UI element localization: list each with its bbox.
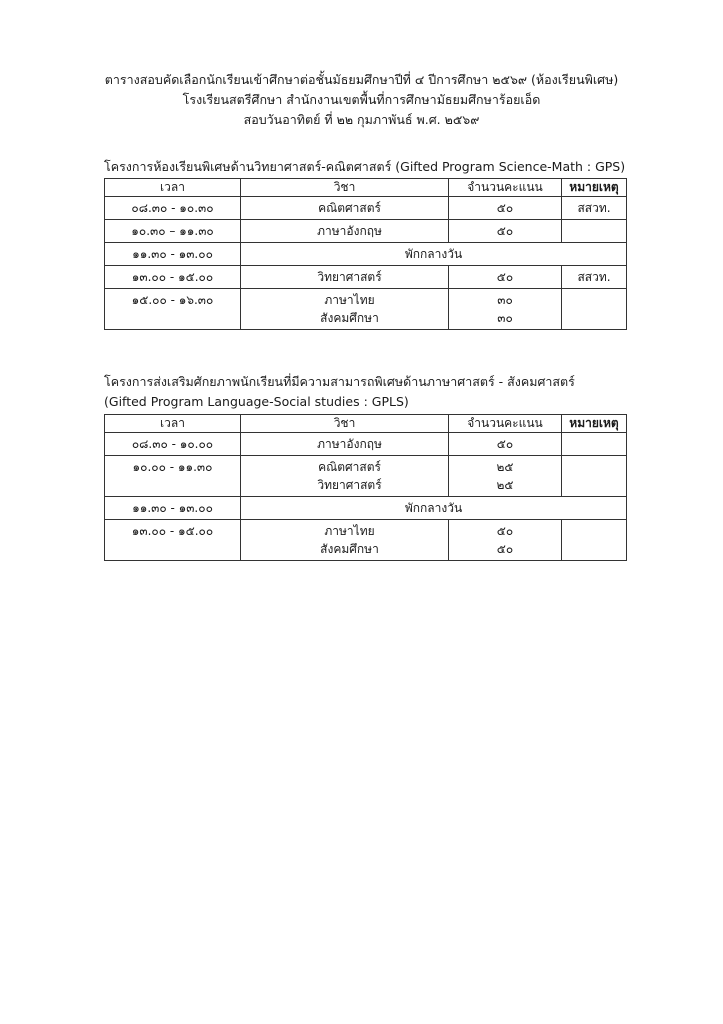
cell-subject <box>241 289 449 330</box>
cell-lunch-break: พักกลางวัน <box>241 243 627 266</box>
subject-name: สังคมศึกษา <box>320 311 379 325</box>
cell-time: ๐๘.๓๐ - ๑๐.๐๐ <box>105 433 241 456</box>
cell-score <box>449 456 562 497</box>
column-header-remark: หมายเหตุ <box>562 415 627 433</box>
cell-time: ๑๕.๐๐ - ๑๖.๓๐ <box>105 289 241 330</box>
subject-name: ภาษาไทย <box>324 293 375 307</box>
table-header-row <box>105 415 627 433</box>
header-title: ตารางสอบคัดเลือกนักเรียนเข้าศึกษาต่อชั้นมัธยมศึกษาปีที่ ๔ ปีการศึกษา ๒๕๖๙ (ห้องเรียนพิเศษ) <box>104 72 619 87</box>
score-value: ๕๐ <box>496 224 514 238</box>
cell-time: ๑๑.๓๐ - ๑๓.๐๐ <box>105 243 241 266</box>
cell-subject <box>241 197 449 220</box>
cell-score <box>449 520 562 561</box>
gpls-schedule-table <box>104 414 627 561</box>
cell-subject <box>241 266 449 289</box>
table-row <box>105 197 627 220</box>
column-header-subject: วิชา <box>241 415 449 433</box>
score-value: ๕๐ <box>496 437 514 451</box>
column-header-remark: หมายเหตุ <box>562 179 627 197</box>
cell-time: ๑๓.๐๐ - ๑๕.๐๐ <box>105 520 241 561</box>
gpls-section-subtitle: (Gifted Program Language-Social studies : GPLS) <box>104 394 409 409</box>
score-value: ๒๕ <box>496 478 514 492</box>
table-row <box>105 433 627 456</box>
table-row <box>105 220 627 243</box>
column-header-score: จำนวนคะแนน <box>449 179 562 197</box>
cell-score <box>449 433 562 456</box>
subject-name: คณิตศาสตร์ <box>318 201 381 215</box>
score-value: ๒๕ <box>496 460 514 474</box>
subject-name: วิทยาศาสตร์ <box>317 270 382 284</box>
table-header-row <box>105 179 627 197</box>
gps-section-title: โครงการห้องเรียนพิเศษด้านวิทยาศาสตร์-คณิตศาสตร์ (Gifted Program Science-Math : GPS) <box>104 159 626 174</box>
subject-name: ภาษาไทย <box>324 524 375 538</box>
gps-schedule-table <box>104 178 627 330</box>
table-row <box>105 243 627 266</box>
header-exam-date: สอบวันอาทิตย์ ที่ ๒๒ กุมภาพันธ์ พ.ศ. ๒๕๖๙ <box>243 112 480 127</box>
score-value: ๕๐ <box>496 201 514 215</box>
subject-name: คณิตศาสตร์ <box>318 460 381 474</box>
cell-score <box>449 220 562 243</box>
score-value: ๓๐ <box>497 293 513 307</box>
cell-time: ๐๘.๓๐ - ๑๐.๓๐ <box>105 197 241 220</box>
column-header-time: เวลา <box>105 179 241 197</box>
table-row <box>105 289 627 330</box>
cell-remark <box>562 289 627 330</box>
cell-score <box>449 289 562 330</box>
cell-subject <box>241 433 449 456</box>
cell-score <box>449 266 562 289</box>
subject-name: วิทยาศาสตร์ <box>317 478 382 492</box>
gpls-table-body <box>105 433 627 561</box>
cell-remark <box>562 456 627 497</box>
gpls-section-title: โครงการส่งเสริมศักยภาพนักเรียนที่มีความสามารถพิเศษด้านภาษาศาสตร์ - สังคมศาสตร์ <box>104 374 575 389</box>
cell-remark <box>562 220 627 243</box>
column-header-score: จำนวนคะแนน <box>449 415 562 433</box>
cell-score <box>449 197 562 220</box>
cell-lunch-break: พักกลางวัน <box>241 497 627 520</box>
cell-subject <box>241 220 449 243</box>
subject-name: ภาษาอังกฤษ <box>317 224 382 238</box>
score-value: ๕๐ <box>496 524 514 538</box>
table-row <box>105 456 627 497</box>
cell-subject <box>241 456 449 497</box>
cell-remark <box>562 433 627 456</box>
score-value: ๕๐ <box>496 542 514 556</box>
cell-time: ๑๓.๐๐ - ๑๕.๐๐ <box>105 266 241 289</box>
score-value: ๓๐ <box>497 311 513 325</box>
column-header-subject: วิชา <box>241 179 449 197</box>
table-row <box>105 497 627 520</box>
subject-name: ภาษาอังกฤษ <box>317 437 382 451</box>
header-school: โรงเรียนสตรีศึกษา สำนักงานเขตพื้นที่การศึกษามัธยมศึกษาร้อยเอ็ด <box>182 92 541 107</box>
cell-time: ๑๐.๓๐ – ๑๑.๓๐ <box>105 220 241 243</box>
cell-remark: สสวท. <box>562 197 627 220</box>
cell-remark: สสวท. <box>562 266 627 289</box>
table-row <box>105 266 627 289</box>
table-row <box>105 520 627 561</box>
cell-subject <box>241 520 449 561</box>
cell-remark <box>562 520 627 561</box>
column-header-time: เวลา <box>105 415 241 433</box>
gps-table-body <box>105 197 627 330</box>
cell-time: ๑๑.๓๐ - ๑๓.๐๐ <box>105 497 241 520</box>
cell-time: ๑๐.๐๐ - ๑๑.๓๐ <box>105 456 241 497</box>
document-header <box>0 70 723 130</box>
subject-name: สังคมศึกษา <box>320 542 379 556</box>
score-value: ๕๐ <box>496 270 514 284</box>
